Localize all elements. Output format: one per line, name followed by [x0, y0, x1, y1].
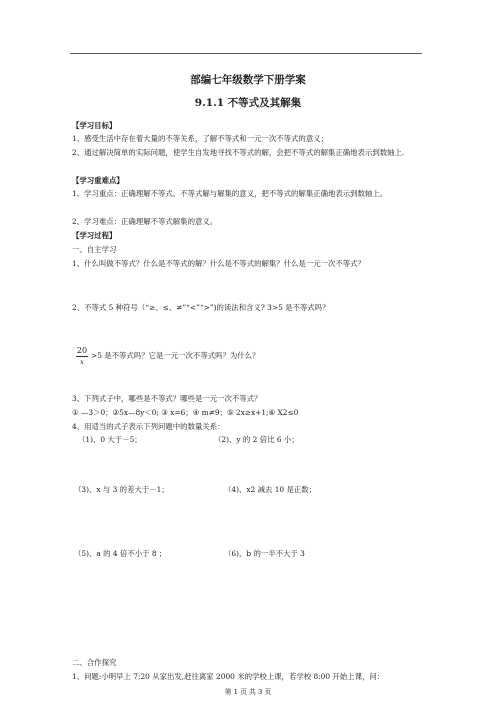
fraction-20-over-x	[76, 346, 88, 367]
q4-item-6: （6)、b 的一半不大于 3	[224, 549, 305, 558]
section-self-study: 一、自主学习	[72, 245, 117, 254]
process-heading: 【学习过程】	[72, 231, 117, 240]
page-footer: 第 1 页 共 3 页	[224, 688, 272, 696]
document-subtitle: 9.1.1 不等式及其解集	[194, 97, 302, 109]
document-title: 部编七年级数学下册学案	[190, 74, 306, 86]
header-rule	[70, 53, 422, 54]
question-2: 2、不等式 5 种符号（“≥、≤、≠”“<”“>”)的读法和含义? 3>5 是不等式吗？	[72, 303, 330, 312]
fraction-denominator: x	[80, 358, 84, 366]
keypoint-item-2: 2、学习难点：正确理解不等式解集的意义。	[72, 217, 218, 226]
question-1: 1、什么叫做不等式？什么是不等式的解？什么是不等式的解集？什么是一元一次不等式？	[72, 259, 365, 268]
goal-item-2: 2、通过解决简单的实际问题，使学生自发地寻找不等式的解，会把不等式的解集正确地表示到数轴上.	[72, 148, 405, 157]
keypoints-heading: 【学习重难点】	[72, 176, 124, 185]
question-5: 1、问题:小明早上 7:20 从家出发,赶往离家 2000 米的学校上课，若学校 8:00 开始上课，问：	[72, 672, 385, 681]
q4-item-1: （1)、0 大于－5；	[78, 435, 142, 444]
question-4: 4、用适当的式子表示下列问题中的数量关系：	[72, 422, 225, 431]
q4-item-4: （4)、x2 减去 10 是正数；	[224, 485, 317, 494]
goals-heading: 【学习目标】	[72, 121, 117, 130]
q4-item-2: （2)、y 的 2 倍比 6 小；	[214, 435, 299, 444]
question-3: 3、下列式子中，哪些是不等式？哪些是一元一次不等式？	[72, 394, 262, 403]
goal-item-1: 1、感受生活中存在着大量的不等关系，了解不等式和一元一次不等式的意义；	[72, 134, 328, 143]
section-cooperative: 二、合作探究	[72, 658, 117, 667]
keypoint-item-1: 1、学习重点：正确理解不等式、不等式解与解集的意义，把不等式的解集正确地表示到数轴上。	[72, 189, 388, 198]
question-2b: >5 是不等式吗？它是一元一次不等式吗？为什么？	[91, 351, 260, 360]
q4-item-3: （3)、x 与 3 的差大于－1；	[74, 485, 169, 494]
fraction-numerator: 20	[76, 346, 88, 355]
question-3-items: ① —3＞0；②5x—8y＜0; ③ x=6；④ m≠9；⑤ 2x≥x+1;⑥ X2≤0	[72, 408, 299, 417]
q4-item-5: （5)、a 的 4 倍不小于 8 ；	[74, 549, 167, 558]
